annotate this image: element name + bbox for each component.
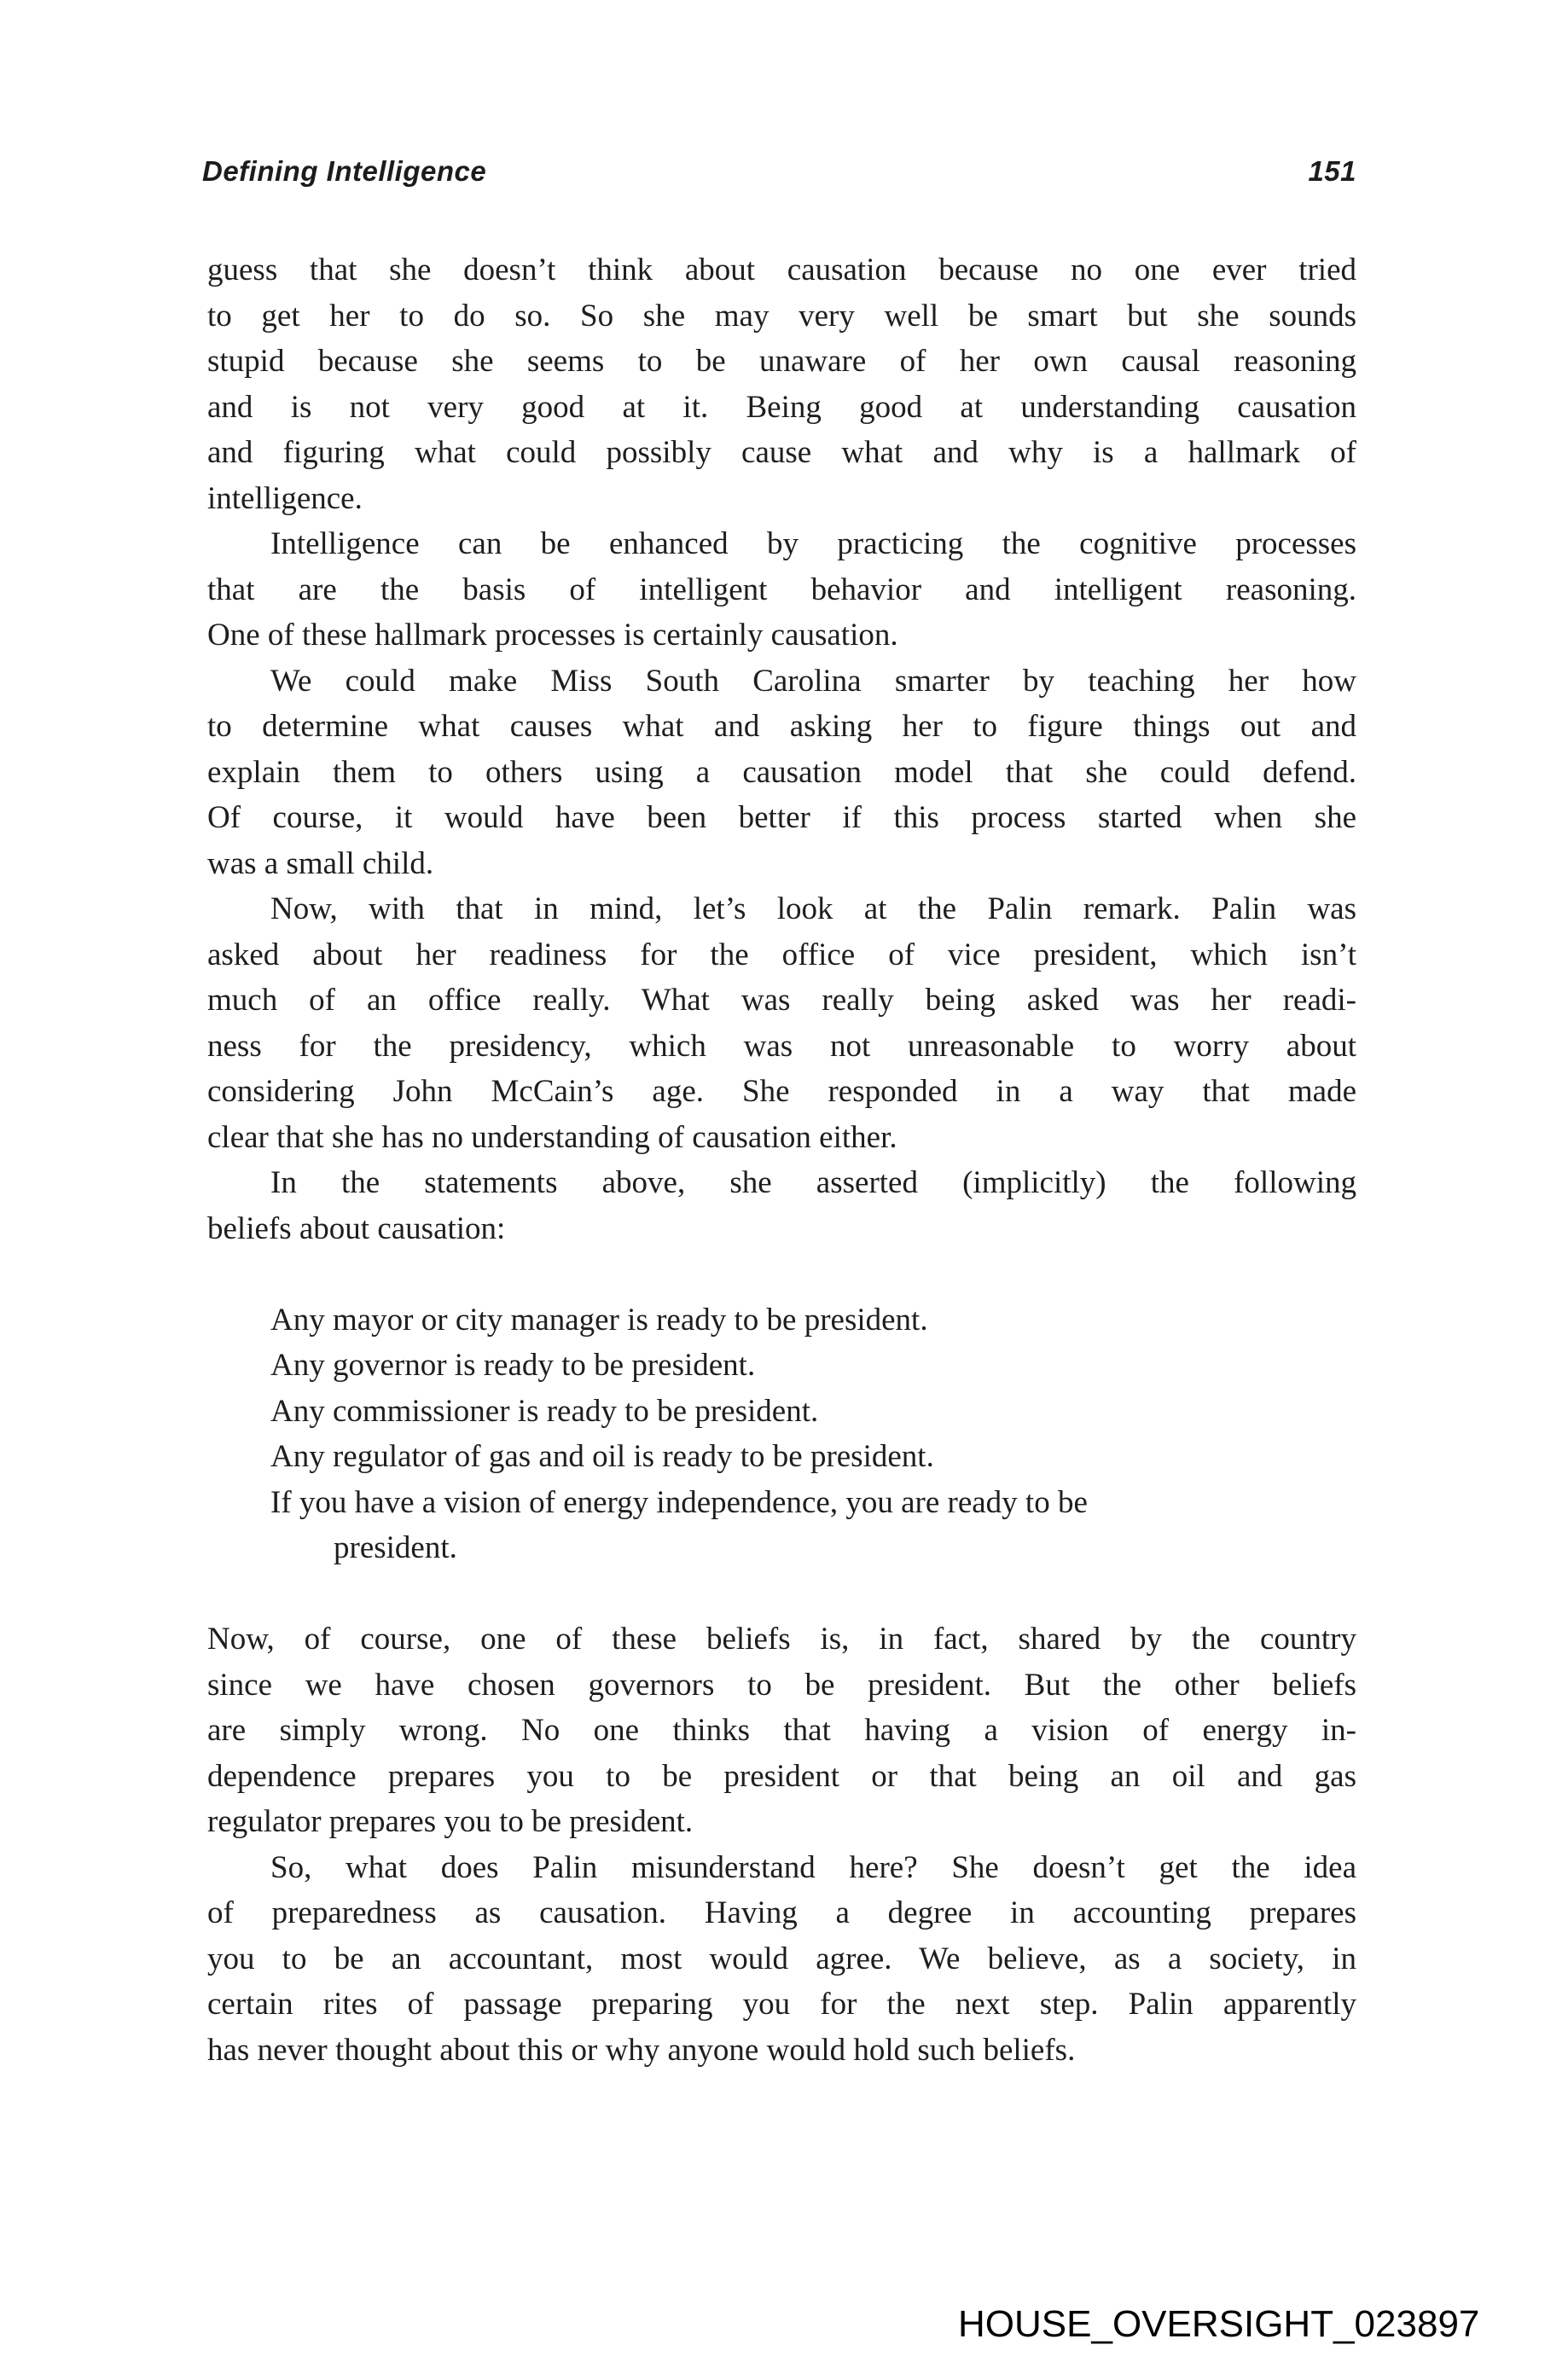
text-line: was a small child. xyxy=(207,845,434,881)
text-line: much of an office really. What was really being asked was her readi- xyxy=(207,983,1356,1018)
text-line: certain rites of passage preparing you for the next step. Palin apparently xyxy=(207,1987,1356,2022)
text-line: considering John McCain’s age. She responded in a way that made xyxy=(207,1074,1356,1109)
text-line: clear that she has no understanding of causation either. xyxy=(207,1119,897,1155)
paragraph-start-line: So, what does Palin misunderstand here? She doesn’t get the idea xyxy=(270,1849,1356,1885)
text-line: stupid because she seems to be unaware of her own causal reasoning xyxy=(207,344,1356,379)
list-item: If you have a vision of energy independence, you are ready to be xyxy=(270,1484,1088,1520)
text-line: of preparedness as causation. Having a degree in accounting prepares xyxy=(207,1895,1356,1930)
bates-stamp: HOUSE_OVERSIGHT_023897 xyxy=(958,2303,1480,2345)
list-item: Any governor is ready to be president. xyxy=(270,1348,756,1383)
text-line: regulator prepares you to be president. xyxy=(207,1804,694,1839)
running-title: Defining Intelligence xyxy=(202,155,487,187)
text-line: since we have chosen governors to be president. But the other beliefs xyxy=(207,1667,1356,1703)
paragraph-start-line: Intelligence can be enhanced by practicing the cognitive processes xyxy=(270,526,1356,561)
list-item: Any commissioner is ready to be president. xyxy=(270,1393,819,1429)
text-line: intelligence. xyxy=(207,480,363,516)
running-header xyxy=(202,155,1356,196)
list-item: Any mayor or city manager is ready to be president. xyxy=(270,1302,928,1338)
paragraph-start-line: We could make Miss South Carolina smarter by teaching her how xyxy=(270,663,1356,699)
text-line: and is not very good at it. Being good at understanding causation xyxy=(207,389,1356,425)
text-line: guess that she doesn’t think about causation because no one ever tried xyxy=(207,252,1356,287)
text-line: explain them to others using a causation model that she could defend. xyxy=(207,754,1356,790)
page-number: 151 xyxy=(1308,155,1356,187)
text-line: and figuring what could possibly cause what and why is a hallmark of xyxy=(207,435,1356,470)
text-line: Now, of course, one of these beliefs is, in fact, shared by the country xyxy=(207,1622,1356,1657)
paragraph-start-line: In the statements above, she asserted (implicitly) the following xyxy=(270,1165,1356,1200)
text-line: are simply wrong. No one thinks that having a vision of energy in- xyxy=(207,1713,1356,1748)
text-line: that are the basis of intelligent behavior and intelligent reasoning. xyxy=(207,572,1356,607)
text-line: you to be an accountant, most would agree. We believe, as a society, in xyxy=(207,1941,1356,1976)
text-line: to get her to do so. So she may very well be smart but she sounds xyxy=(207,298,1356,334)
text-line: dependence prepares you to be president or that being an oil and gas xyxy=(207,1758,1356,1794)
text-line: One of these hallmark processes is certainly causation. xyxy=(207,618,898,653)
text-line: ness for the presidency, which was not unreasonable to worry about xyxy=(207,1028,1356,1064)
list-item: Any regulator of gas and oil is ready to be president. xyxy=(270,1439,934,1474)
text-line: to determine what causes what and asking her to figure things out and xyxy=(207,709,1356,744)
text-line: has never thought about this or why anyone would hold such beliefs. xyxy=(207,2032,1076,2068)
text-line: asked about her readiness for the office of vice president, which isn’t xyxy=(207,937,1356,972)
text-line: beliefs about causation: xyxy=(207,1210,506,1246)
text-line: Of course, it would have been better if this process started when she xyxy=(207,800,1356,835)
list-item-continuation: president. xyxy=(334,1530,457,1565)
paragraph-start-line: Now, with that in mind, let’s look at the Palin remark. Palin was xyxy=(270,891,1356,926)
